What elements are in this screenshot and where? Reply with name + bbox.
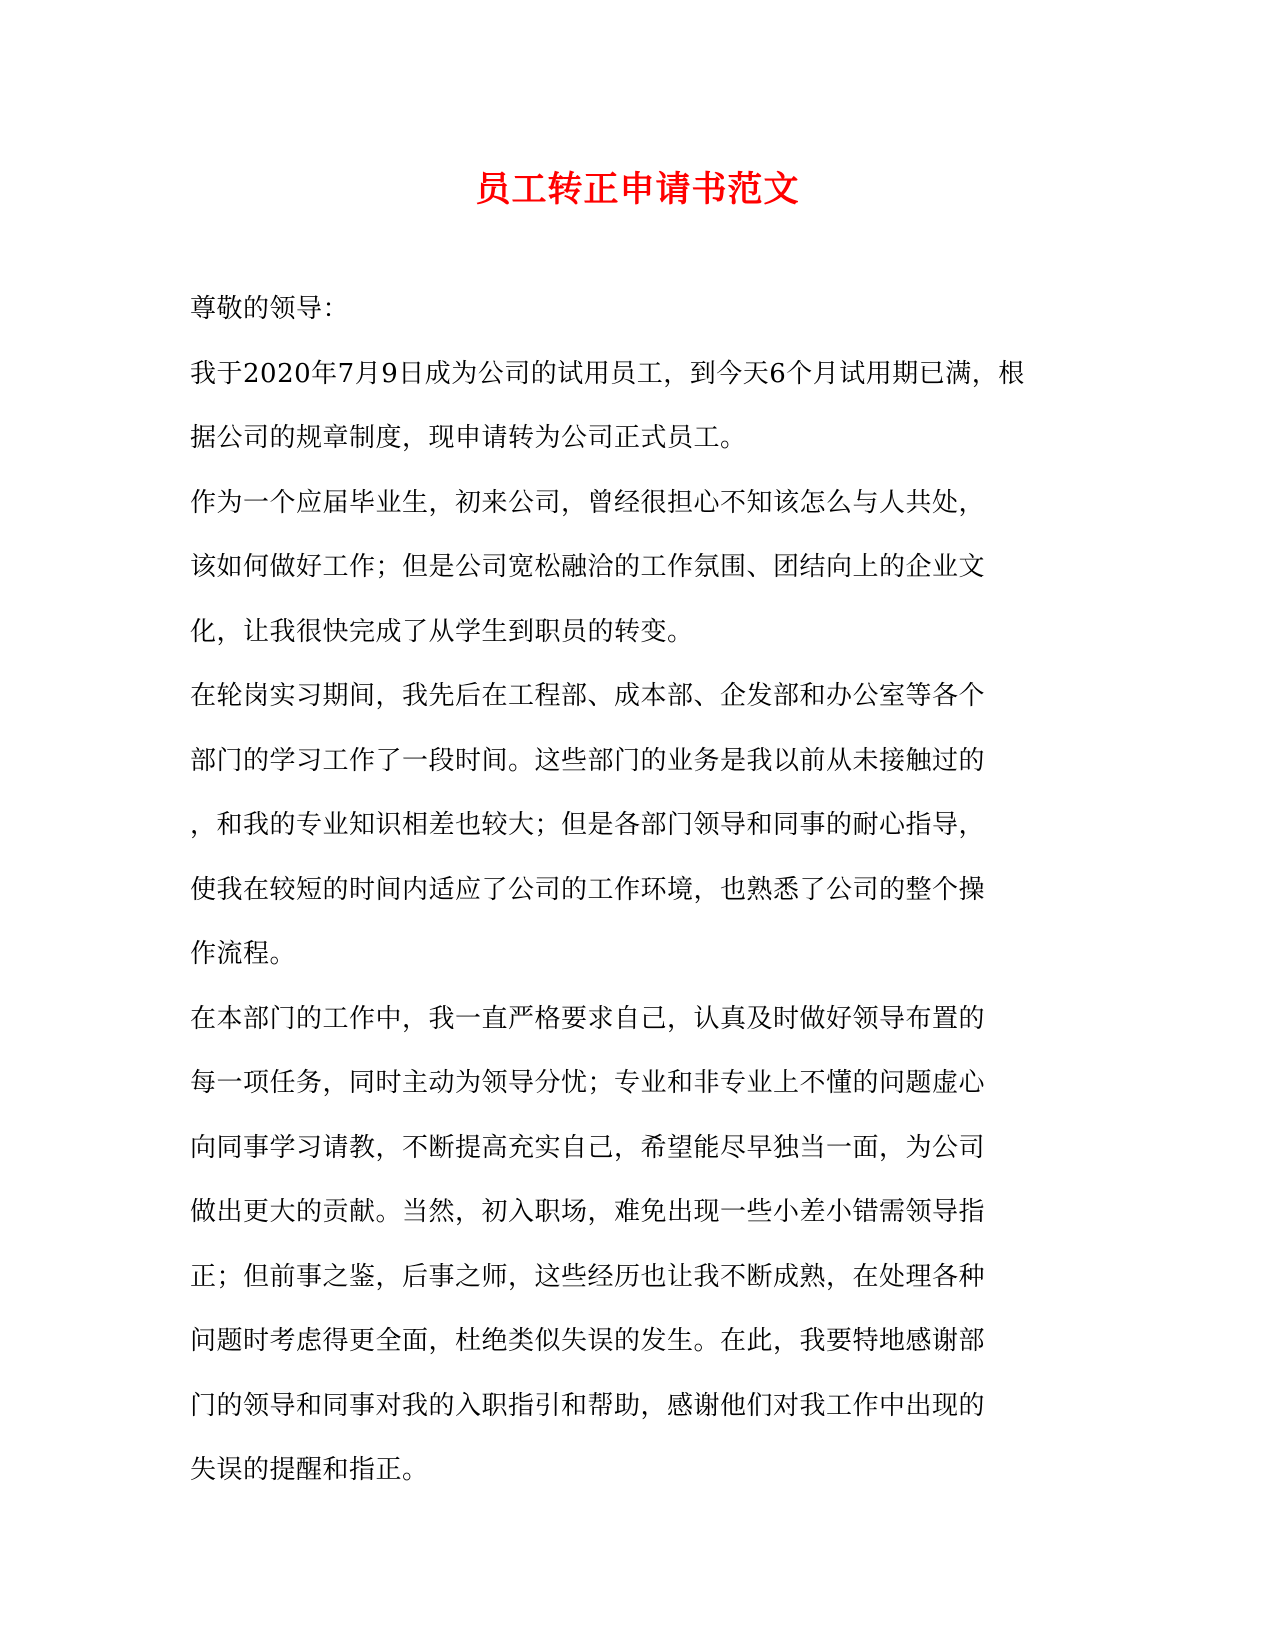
text-line: 我于2020年7月9日成为公司的试用员工，到今天6个月试用期已满，根 (190, 358, 1025, 389)
text-line: 部门的学习工作了一段时间。这些部门的业务是我以前从未接触过的 (190, 745, 986, 776)
text-line: 正；但前事之鉴，后事之师，这些经历也让我不断成熟，在处理各种 (190, 1261, 986, 1292)
text-line: 使我在较短的时间内适应了公司的工作环境，也熟悉了公司的整个操 (190, 874, 986, 905)
document-title: 员工转正申请书范文 (475, 169, 800, 210)
text-line: 尊敬的领导： (190, 294, 350, 324)
text-line: 做出更大的贡献。当然，初入职场，难免出现一些小差小错需领导指 (190, 1197, 986, 1227)
text-line: 作为一个应届毕业生，初来公司，曾经很担心不知该怎么与人共处， (190, 487, 986, 518)
text-line: 每一项任务，同时主动为领导分忧；专业和非专业上不懂的问题虚心 (190, 1068, 986, 1098)
text-line: 向同事学习请教，不断提高充实自己，希望能尽早独当一面，为公司 (190, 1132, 986, 1163)
text-line: 门的领导和同事对我的入职指引和帮助，感谢他们对我工作中出现的 (190, 1390, 986, 1421)
text-line: 在轮岗实习期间，我先后在工程部、成本部、企发部和办公室等各个 (190, 681, 986, 711)
text-line: 据公司的规章制度，现申请转为公司正式员工。 (190, 423, 747, 453)
text-line: 问题时考虑得更全面，杜绝类似失误的发生。在此，我要特地感谢部 (190, 1326, 986, 1356)
text-line: ，和我的专业知识相差也较大；但是各部门领导和同事的耐心指导， (190, 810, 986, 840)
text-line: 作流程。 (190, 939, 297, 969)
text-line: 在本部门的工作中，我一直严格要求自己，认真及时做好领导布置的 (190, 1003, 986, 1034)
text-line: 化，让我很快完成了从学生到职员的转变。 (190, 616, 694, 647)
document-body (190, 277, 1070, 1503)
text-line: 该如何做好工作；但是公司宽松融洽的工作氛围、团结向上的企业文 (190, 552, 986, 582)
text-line: 失误的提醒和指正。 (190, 1455, 429, 1485)
